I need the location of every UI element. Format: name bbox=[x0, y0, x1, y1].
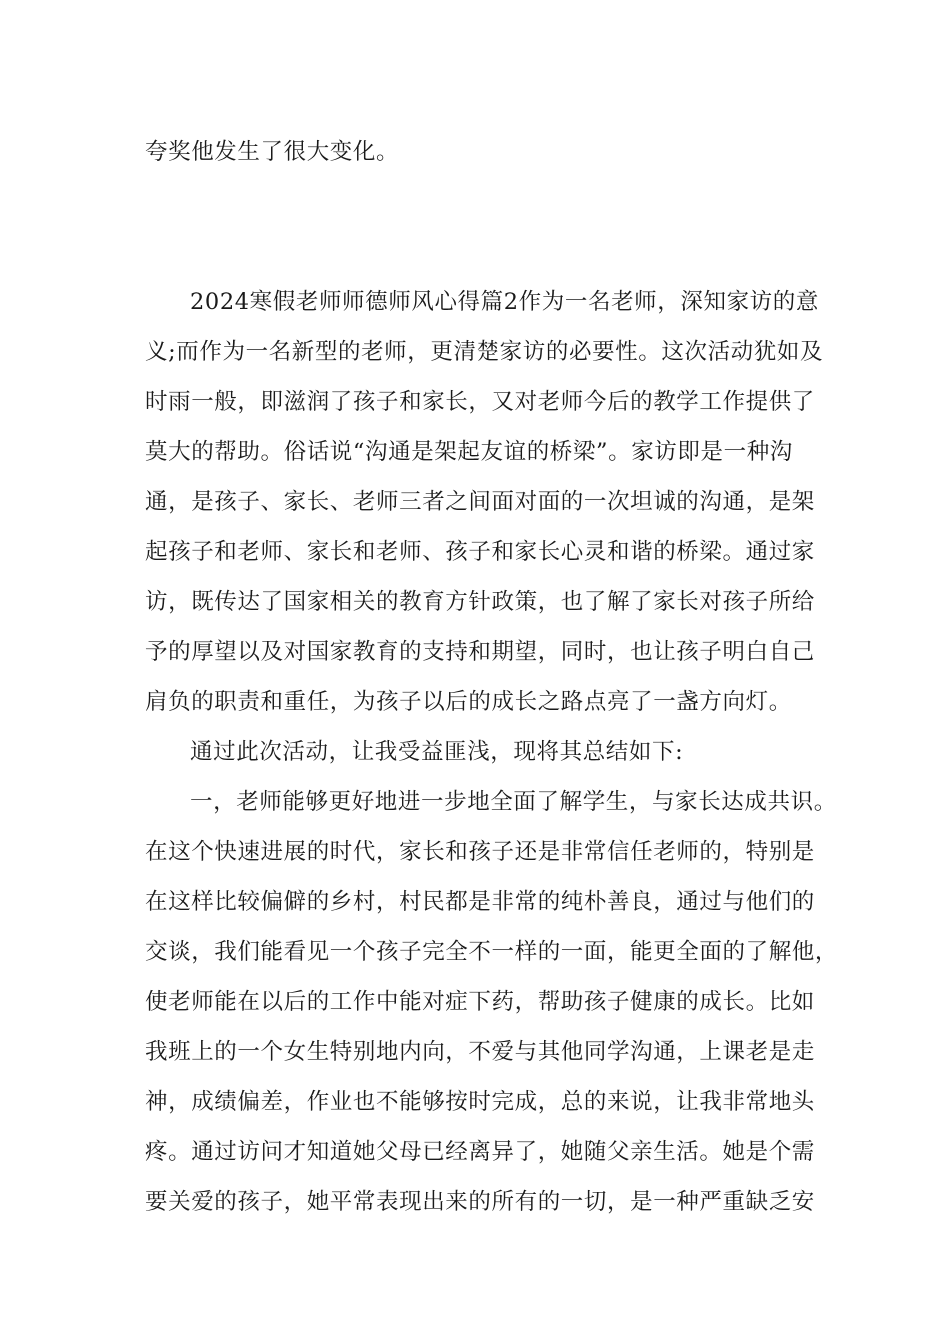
paragraph-first-line: 一，老师能够更好地进一步地全面了解学生，与家长达成共识。 bbox=[190, 789, 837, 815]
text-line: 疼。通过访问才知道她父母已经离异了，她随父亲生活。她是个需 bbox=[145, 1139, 815, 1165]
text-line: 予的厚望以及对国家教育的支持和期望，同时，也让孩子明白自己 bbox=[145, 639, 815, 665]
text-line: 神，成绩偏差，作业也不能够按时完成，总的来说，让我非常地头 bbox=[145, 1089, 815, 1115]
text-line: 要关爱的孩子，她平常表现出来的所有的一切，是一种严重缺乏安 bbox=[145, 1189, 815, 1215]
text-line: 义;而作为一名新型的老师，更清楚家访的必要性。这次活动犹如及 bbox=[145, 339, 824, 365]
text-line: 交谈，我们能看见一个孩子完全不一样的一面，能更全面的了解他， bbox=[145, 939, 839, 965]
text-line: 通，是孩子、家长、老师三者之间面对面的一次坦诚的沟通，是架 bbox=[145, 489, 815, 515]
text-line: 在这个快速进展的时代，家长和孩子还是非常信任老师的，特别是 bbox=[145, 839, 815, 865]
text-line: 莫大的帮助。俗话说“沟通是架起友谊的桥梁”。家访即是一种沟 bbox=[145, 439, 793, 465]
paragraph-first-line: 通过此次活动，让我受益匪浅，现将其总结如下: bbox=[190, 739, 684, 765]
text-line: 时雨一般，即滋润了孩子和家长，又对老师今后的教学工作提供了 bbox=[145, 389, 815, 415]
text-line: 访，既传达了国家相关的教育方针政策，也了解了家长对孩子所给 bbox=[145, 589, 815, 615]
text-line: 肩负的职责和重任，为孩子以后的成长之路点亮了一盏方向灯。 bbox=[145, 689, 792, 715]
text-line: 我班上的一个女生特别地内向，不爱与其他同学沟通，上课老是走 bbox=[145, 1039, 815, 1065]
text-line: 使老师能在以后的工作中能对症下药，帮助孩子健康的成长。比如 bbox=[145, 989, 815, 1015]
text-line: 在这样比较偏僻的乡村，村民都是非常的纯朴善良，通过与他们的 bbox=[145, 889, 815, 915]
text-line: 夸奖他发生了很大变化。 bbox=[145, 139, 400, 165]
text-line: 起孩子和老师、家长和老师、孩子和家长心灵和谐的桥梁。通过家 bbox=[145, 539, 815, 565]
paragraph-first-line: 2024寒假老师师德师风心得篇2作为一名老师，深知家访的意 bbox=[190, 289, 819, 315]
